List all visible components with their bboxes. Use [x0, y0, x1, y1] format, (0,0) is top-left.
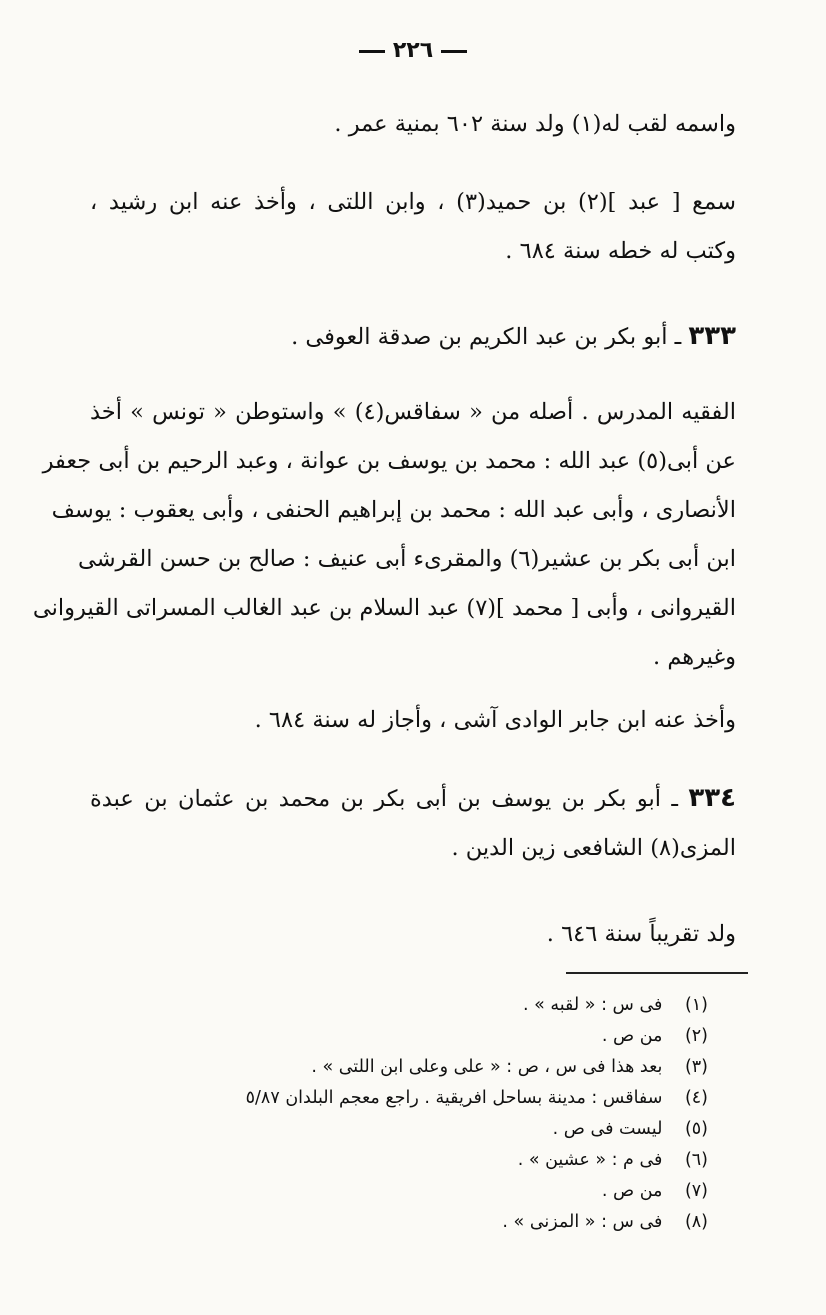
footnote-number: (٨)	[684, 1212, 708, 1232]
footnote-text: ليست فى ص .	[552, 1119, 663, 1139]
text-line	[90, 178, 736, 227]
paragraph	[90, 910, 736, 959]
text-line	[90, 100, 736, 149]
paragraph	[32, 388, 736, 682]
text-line	[90, 227, 736, 276]
text-line	[77, 535, 736, 584]
line-text: وغيرهم .	[653, 644, 736, 670]
line-text: وكتب له خطه سنة ٦٨٤ .	[505, 238, 736, 264]
footnote-text: سفاقس : مدينة بساحل افريقية . راجع معجم البلدان ٥/٨٧	[245, 1088, 663, 1108]
line-text: القيروانى ، وأبى [ محمد ](٧) عبد السلام بن عبد الغالب المسراتى القيروانى	[32, 595, 736, 621]
line-text: عن أبى(٥) عبد الله : محمد بن يوسف بن عوانة ، وعبد الرحيم بن أبى جعفر	[42, 448, 736, 474]
line-text: المزى(٨) الشافعى زين الدين .	[451, 835, 736, 861]
line-text: واسمه لقب له(١) ولد سنة ٦٠٢ بمنية عمر .	[334, 111, 736, 137]
paragraph	[90, 696, 736, 745]
footnote-text: من ص .	[601, 1026, 663, 1046]
footnote-text: فى س : « المزنى » .	[502, 1212, 663, 1232]
footnote	[108, 1083, 708, 1114]
footnote-number: (١)	[684, 995, 708, 1015]
entry-number: ٣٣٣	[688, 321, 736, 351]
footnotes	[108, 990, 708, 1238]
footnote	[108, 1176, 708, 1207]
line-text: ـ أبو بكر بن عبد الكريم بن صدقة العوفى .	[291, 324, 689, 350]
page-number-header	[0, 38, 826, 63]
line-text: سمع [ عبد ](٢) بن حميد(٣) ، وابن اللتى ، وأخذ عنه ابن رشيد ،	[90, 189, 736, 215]
paragraph	[90, 178, 736, 276]
footnote	[108, 1145, 708, 1176]
footnote-text: فى س : « لقبه » .	[523, 995, 663, 1015]
footnote-text: بعد هذا فى س ، ص : « على وعلى ابن اللتى » .	[311, 1057, 663, 1077]
text-line	[51, 486, 736, 535]
footnote	[108, 990, 708, 1021]
text-line	[90, 774, 736, 824]
text-line	[32, 584, 736, 633]
footnote-number: (٥)	[684, 1119, 708, 1139]
page-number: ٢٢٦	[392, 38, 434, 63]
footnote	[108, 1021, 708, 1052]
footnote	[108, 1207, 708, 1238]
text-line	[90, 910, 736, 959]
line-text: ـ أبو بكر بن يوسف بن أبى بكر بن محمد بن عثمان بن عبدة	[90, 786, 689, 812]
text-line	[90, 633, 736, 682]
text-line	[90, 824, 736, 873]
footnote-number: (٦)	[684, 1150, 708, 1170]
paragraph	[90, 312, 736, 362]
paragraph	[90, 100, 736, 149]
dash-right	[441, 50, 467, 53]
text-line	[42, 437, 736, 486]
dash-left	[359, 50, 385, 53]
footnote-text: فى م : « عشين » .	[517, 1150, 663, 1170]
line-text: وأخذ عنه ابن جابر الوادى آشى ، وأجاز له سنة ٦٨٤ .	[254, 707, 736, 733]
footnote	[108, 1114, 708, 1145]
line-text: ابن أبى بكر بن عشير(٦) والمقرىء أبى عنيف : صالح بن حسن القرشى	[77, 546, 736, 572]
footnote-text: من ص .	[601, 1181, 663, 1201]
line-text: ولد تقريباً سنة ٦٤٦ .	[546, 921, 736, 947]
text-line	[90, 312, 736, 362]
footnote-number: (٣)	[684, 1057, 708, 1077]
line-text: الأنصارى ، وأبى عبد الله : محمد بن إبراهيم الحنفى ، وأبى يعقوب : يوسف	[51, 497, 736, 523]
footnote-number: (٢)	[684, 1026, 708, 1046]
text-line	[90, 388, 736, 437]
footnote	[108, 1052, 708, 1083]
footnote-number: (٧)	[684, 1181, 708, 1201]
paragraph	[90, 774, 736, 873]
footnote-separator	[566, 972, 748, 974]
entry-number: ٣٣٤	[688, 783, 736, 813]
line-text: الفقيه المدرس . أصله من « سفاقس(٤) » واستوطن « تونس » أخذ	[90, 399, 736, 425]
text-line	[90, 696, 736, 745]
footnote-number: (٤)	[684, 1088, 708, 1108]
